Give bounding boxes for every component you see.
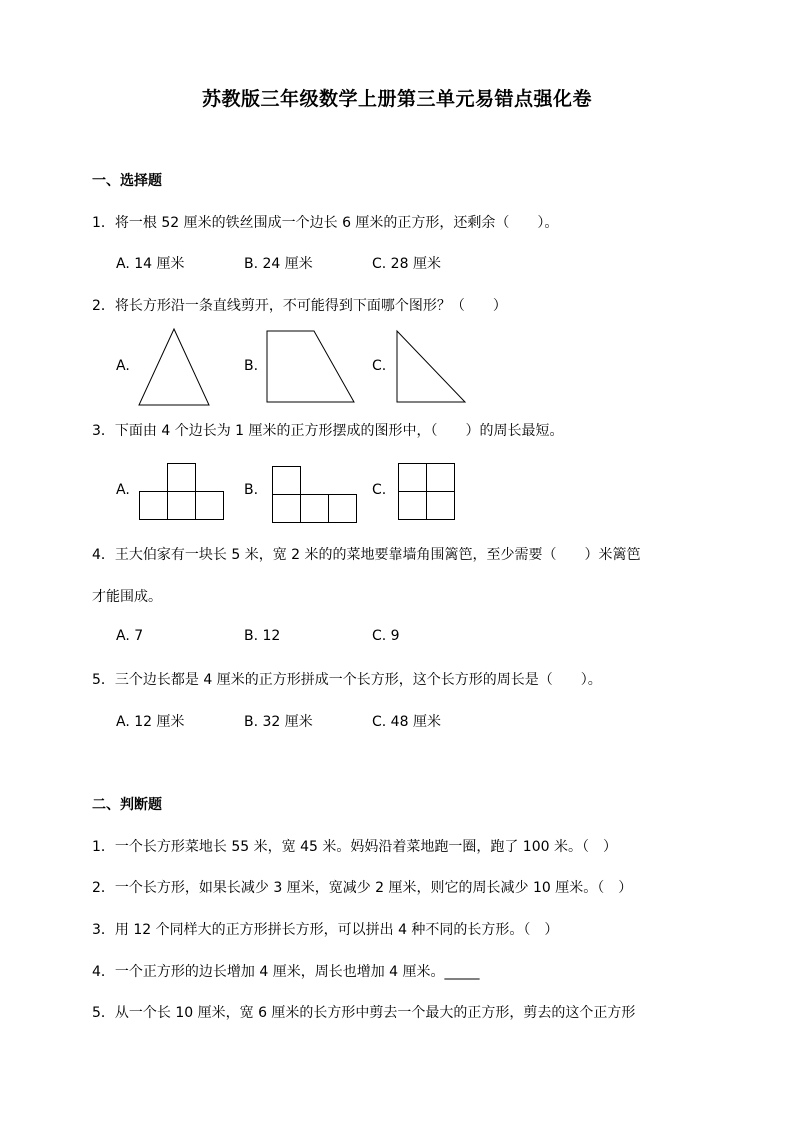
right-triangle-icon: [396, 330, 468, 404]
judgement-item-2: 2．一个长方形，如果长减少 3 厘米，宽减少 2 厘米，则它的周长减少 10 厘米。（ ）: [92, 880, 633, 896]
triangle-icon: [138, 328, 210, 406]
option-c[interactable]: C. 48 厘米: [372, 714, 441, 730]
section-heading-choice: 一、选择题: [92, 173, 162, 189]
option-c[interactable]: C.: [372, 358, 387, 374]
option-b[interactable]: B.: [244, 358, 259, 374]
judgement-item-1: 1．一个长方形菜地长 55 米，宽 45 米。妈妈沿着菜地跑一圈，跑了 100 米。（ ）: [92, 839, 617, 855]
option-b[interactable]: B. 24 厘米: [244, 256, 313, 272]
option-a[interactable]: A. 12 厘米: [116, 714, 185, 730]
trapezoid-icon: [266, 330, 356, 404]
question-1-text: 1．将一根 52 厘米的铁丝围成一个边长 6 厘米的正方形，还剩余（ ）。: [92, 215, 559, 231]
option-a[interactable]: A. 7: [116, 628, 144, 644]
judgement-item-5: 5．从一个长 10 厘米，宽 6 厘米的长方形中剪去一个最大的正方形，剪去的这个正方形: [92, 1005, 636, 1021]
question-2-text: 2．将长方形沿一条直线剪开，不可能得到下面哪个图形？（ ）: [92, 298, 507, 314]
option-c[interactable]: C.: [372, 482, 387, 498]
option-b[interactable]: B.: [244, 482, 259, 498]
t-tetromino-icon: [139, 463, 225, 521]
judgement-item-4: 4．一个正方形的边长增加 4 厘米，周长也增加 4 厘米。_____: [92, 964, 480, 980]
question-5-text: 5．三个边长都是 4 厘米的正方形拼成一个长方形，这个长方形的周长是（ ）。: [92, 672, 602, 688]
option-a[interactable]: A.: [116, 482, 130, 498]
option-c[interactable]: C. 28 厘米: [372, 256, 441, 272]
option-a[interactable]: A. 14 厘米: [116, 256, 185, 272]
option-c[interactable]: C. 9: [372, 628, 400, 644]
option-b[interactable]: B. 12: [244, 628, 281, 644]
l-tetromino-icon: [272, 466, 358, 524]
page-title: 苏教版三年级数学上册第三单元易错点强化卷: [201, 88, 592, 110]
option-b[interactable]: B. 32 厘米: [244, 714, 313, 730]
question-4-text-line2: 才能围成。: [92, 589, 162, 605]
section-heading-judgement: 二、判断题: [92, 797, 162, 813]
question-4-text-line1: 4．王大伯家有一块长 5 米，宽 2 米的的菜地要靠墙角围篱笆，至少需要（ ）米篱笆: [92, 547, 641, 563]
square-tetromino-icon: [398, 463, 456, 521]
option-a[interactable]: A.: [116, 358, 130, 374]
question-3-text: 3．下面由 4 个边长为 1 厘米的正方形摆成的图形中，（ ）的周长最短。: [92, 423, 564, 439]
judgement-item-3: 3．用 12 个同样大的正方形拼长方形，可以拼出 4 种不同的长方形。（ ）: [92, 922, 559, 938]
